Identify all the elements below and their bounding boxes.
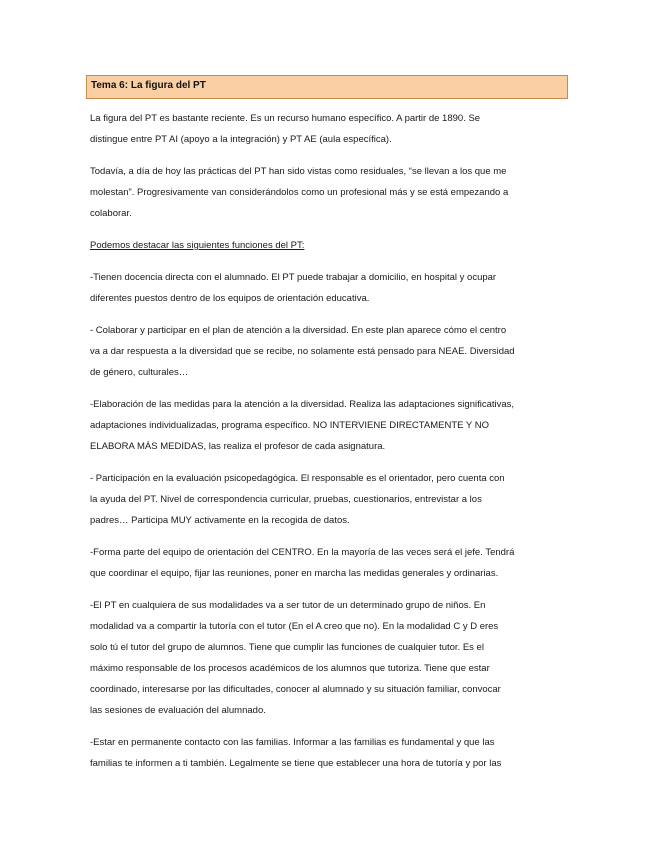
functions-heading: Podemos destacar las siguientes funciones del PT:	[90, 240, 305, 251]
text-line: máximo responsable de los procesos académicos de los alumnos que tutoriza. Tiene que estar	[90, 663, 490, 674]
document-body	[90, 108, 570, 785]
function-paragraph-1	[90, 267, 570, 309]
document-title: Tema 6: La figura del PT	[91, 80, 206, 91]
text-line: -Forma parte del equipo de orientación del CENTRO. En la mayoría de las veces será el jefe. Tendrá	[90, 547, 515, 558]
text-line: las sesiones de evaluación del alumnado.	[90, 705, 266, 716]
text-line: La figura del PT es bastante reciente. Es un recurso humano específico. A partir de 1890. Se	[90, 113, 481, 124]
function-paragraph-5	[90, 542, 570, 584]
text-line: la ayuda del PT. Nivel de correspondencia curricular, pruebas, cuestionarios, entrevistar a los	[90, 494, 482, 505]
text-line: va a dar respuesta a la diversidad que se recibe, no solamente está pensado para NEAE. Diversidad	[90, 346, 515, 357]
text-line: familias te informen a ti también. Legalmente se tiene que establecer una hora de tutoría y por las	[90, 758, 502, 769]
text-line: modalidad va a compartir la tutoría con el tutor (En el A creo que no). En la modalidad C y D eres	[90, 621, 499, 632]
text-line: -Tienen docencia directa con el alumnado. El PT puede trabajar a domicilio, en hospital y ocupar	[90, 272, 497, 283]
intro-paragraph-2	[90, 161, 570, 224]
title-box	[86, 75, 568, 99]
text-line: que coordinar el equipo, fijar las reuniones, poner en marcha las medidas generales y ordinarias.	[90, 568, 499, 579]
function-paragraph-4	[90, 468, 570, 531]
text-line: de género, culturales…	[90, 367, 189, 378]
function-paragraph-3	[90, 394, 570, 457]
function-paragraph-2	[90, 320, 570, 383]
text-line: -Elaboración de las medidas para la atención a la diversidad. Realiza las adaptaciones significativas,	[90, 399, 515, 410]
text-line: -El PT en cualquiera de sus modalidades va a ser tutor de un determinado grupo de niños. En	[90, 600, 486, 611]
function-paragraph-7	[90, 732, 570, 774]
text-line: coordinado, interesarse por las dificultades, conocer al alumnado y su situación familiar, convocar	[90, 684, 501, 695]
text-line: - Colaborar y participar en el plan de atención a la diversidad. En este plan aparece cómo el centro	[90, 325, 507, 336]
text-line: -Estar en permanente contacto con las familias. Informar a las familias es fundamental y que las	[90, 737, 495, 748]
text-line: distingue entre PT AI (apoyo a la integración) y PT AE (aula específica).	[90, 134, 392, 145]
text-line: padres… Participa MUY activamente en la recogida de datos.	[90, 515, 350, 526]
text-line: solo tú el tutor del grupo de alumnos. Tiene que cumplir las funciones de cualquier tutor. Es el	[90, 642, 484, 653]
text-line: molestan”. Progresivamente van considerándolos como un profesional más y se está empezando a	[90, 187, 509, 198]
text-line: adaptaciones individualizadas, programa específico. NO INTERVIENE DIRECTAMENTE Y NO	[90, 420, 489, 431]
intro-paragraph-1	[90, 108, 570, 150]
text-line: - Participación en la evaluación psicopedagógica. El responsable es el orientador, pero cuenta con	[90, 473, 505, 484]
text-line: ELABORA MÁS MEDIDAS, las realiza el profesor de cada asignatura.	[90, 441, 386, 452]
function-paragraph-6	[90, 595, 570, 721]
text-line: colaborar.	[90, 208, 132, 219]
text-line: diferentes puestos dentro de los equipos de orientación educativa.	[90, 293, 370, 304]
text-line: Todavía, a día de hoy las prácticas del PT han sido vistas como residuales, “se llevan a los que me	[90, 166, 507, 177]
